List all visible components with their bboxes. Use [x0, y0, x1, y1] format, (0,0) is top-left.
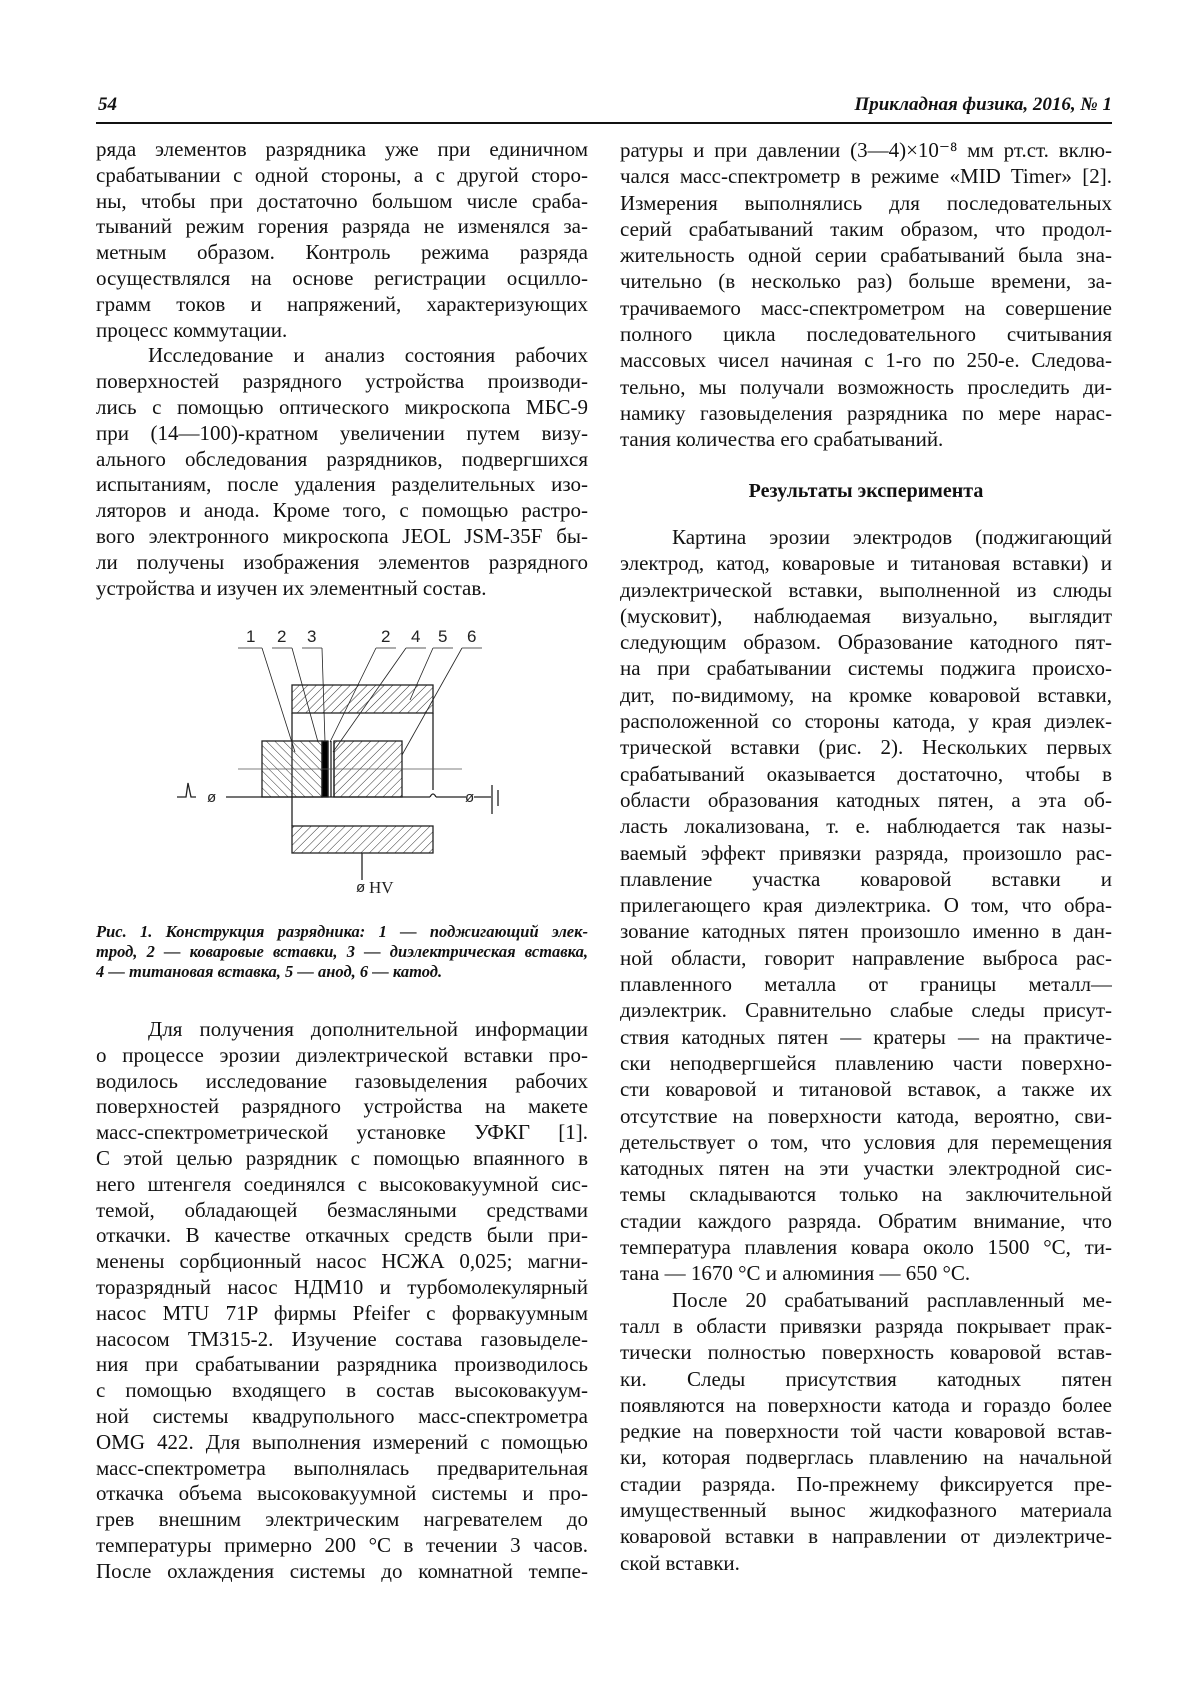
text-line: менены сорбционный насос НСЖА 0,025; магни-	[96, 1249, 588, 1274]
text-line: грамм токов и напряжений, характеризующих	[96, 291, 588, 316]
text-line: ласть локализована, т. е. наблюдается так назы-	[620, 814, 1112, 839]
text-line: ли получены изображения элементов разрядного	[96, 549, 588, 574]
figure-label: 2	[277, 627, 287, 646]
text-line: поверхностей разрядного устройства производи-	[96, 369, 588, 394]
text-line: чительно (в несколько раз) больше времени, за-	[620, 269, 1112, 294]
text-line: процесс коммутации.	[96, 317, 288, 342]
figure-1-discharger-diagram	[150, 615, 530, 905]
text-line: температуры примерно 200 °С в течении 3 часов.	[96, 1532, 588, 1557]
text-line: лись с помощью оптического микроскопа МБС-9	[96, 394, 588, 419]
text-line: тываний режим горения разряда не изменялся за-	[96, 214, 588, 239]
text-line: на при срабатывании системы поджига происхо-	[620, 656, 1112, 681]
header-rule	[96, 122, 1112, 124]
caption-line: 4 — титановая вставка, 5 — анод, 6 — катод.	[96, 962, 443, 981]
text-line: плавленного металла от границы металл—	[620, 972, 1112, 997]
figure-label: 1	[246, 627, 256, 646]
text-line: ской вставки.	[620, 1550, 740, 1575]
caption-line: Рис. 1. Конструкция разрядника: 1 — поджигающий элек-	[96, 922, 588, 941]
text-line: (мусковит), наблюдаемая визуально, выглядит	[620, 603, 1112, 628]
text-line: ряда элементов разрядника уже при единичном	[96, 137, 588, 161]
text-line: масс-спектрометра выполнялась предварительная	[96, 1455, 588, 1480]
text-line: зование катодных пятен произошло именно в дан-	[620, 919, 1112, 944]
text-line: тания количества его срабатываний.	[620, 427, 944, 452]
text-line: чался масс-спектрометр в режиме «MID Timer» [2].	[620, 164, 1112, 189]
text-line: катодных пятен на эти участки электродной сис-	[620, 1156, 1112, 1181]
text-line: ски неподвергшейся плавлению части поверхно-	[620, 1050, 1112, 1075]
text-line: стадии каждого разряда. Обратим внимание, что	[620, 1208, 1112, 1233]
text-line: После 20 срабатываний расплавленный ме-	[672, 1287, 1112, 1312]
text-line: метным образом. Контроль режима разряда	[96, 240, 588, 265]
text-line: насос MTU 71P фирмы Pfeifer с форвакуумным	[96, 1300, 588, 1325]
text-line: детельствует о том, что условия для перемещения	[620, 1129, 1112, 1154]
page-number: 54	[98, 94, 117, 115]
text-line: трачиваемого масс-спектрометром на совершение	[620, 295, 1112, 320]
text-line: поверхностей разрядного устройства на макете	[96, 1094, 588, 1119]
text-line: С этой целью разрядник с помощью впаянного в	[96, 1145, 588, 1170]
text-line: темы складываются только на заключительной	[620, 1182, 1112, 1207]
right-column-bottom	[620, 524, 1112, 1576]
figure-label: 4	[411, 627, 421, 646]
text-line: редкие на поверхности той части коваровой встав-	[620, 1419, 1112, 1444]
terminal-symbol: ø	[207, 789, 217, 806]
text-line: сти коваровой и титановой вставок, а также их	[620, 1077, 1112, 1102]
figure-caption	[96, 922, 588, 982]
text-line: OMG 422. Для выполнения измерений с помощью	[96, 1429, 588, 1454]
text-line: тельно, мы получали возможность проследить ди-	[620, 374, 1112, 399]
text-line: с помощью входящего в состав высоковакуум-	[96, 1378, 588, 1403]
text-line: стадии разряда. По-прежнему фиксируется пре-	[620, 1471, 1112, 1496]
text-line: ляторов и анода. Кроме того, с помощью растро-	[96, 498, 588, 523]
text-line: ния при срабатывании разрядника производилось	[96, 1352, 588, 1377]
text-line: дит, по-видимому, на кромке коваровой вставки,	[620, 682, 1112, 707]
text-line: ки. Следы присутствия катодных пятен	[620, 1366, 1112, 1391]
text-line: Картина эрозии электродов (поджигающий	[672, 525, 1112, 549]
text-line: электрод, катод, коваровые и титановая вставки) и	[620, 551, 1112, 576]
text-line: ной системы квадрупольного масс-спектрометра	[96, 1403, 588, 1428]
text-line: полного цикла последовательного считывания	[620, 322, 1112, 347]
text-line: температура плавления ковара около 1500 °С, ти-	[620, 1235, 1112, 1260]
text-line: осуществлялся на основе регистрации осцилло-	[96, 265, 588, 290]
text-line: ной области, говорит направление выброса рас-	[620, 945, 1112, 970]
text-line: трической вставки (рис. 2). Нескольких первых	[620, 735, 1112, 760]
text-line: После охлаждения системы до комнатной темпе-	[96, 1558, 588, 1583]
left-column-top	[96, 137, 588, 601]
text-line: коваровой вставки в направлении от диэлектриче-	[620, 1524, 1112, 1549]
text-line: о процессе эрозии диэлектрической вставки про-	[96, 1042, 588, 1067]
text-line: плавление участка коваровой вставки и	[620, 866, 1112, 891]
text-line: отсутствие на поверхности катода, вероятно, сви-	[620, 1103, 1112, 1128]
text-line: тически полностью поверхность коваровой встав-	[620, 1340, 1112, 1365]
figure-label: 3	[307, 627, 317, 646]
text-line: Исследование и анализ состояния рабочих	[148, 343, 588, 368]
text-line: ны, чтобы при достаточно большом числе сраба-	[96, 188, 588, 213]
figure-label: 5	[438, 627, 448, 646]
text-line: ального обследования разрядников, подвергшихся	[96, 446, 588, 471]
section-heading: Результаты эксперимента	[748, 480, 984, 502]
right-column-top	[620, 137, 1112, 453]
text-line: прилегающего края диэлектрика. О том, что обра-	[620, 893, 1112, 918]
text-line: откачки. В качестве откачных средств были при-	[96, 1223, 588, 1248]
text-line: откачка объема высоковакуумной системы и про-	[96, 1481, 588, 1506]
text-line: области образования катодных пятен, а эта об-	[620, 787, 1112, 812]
text-line: вого электронного микроскопа JEOL JSM-35F бы-	[96, 523, 588, 548]
text-line: ствия катодных пятен — кратеры — на практиче-	[620, 1024, 1112, 1049]
text-line: срабатывании с одной стороны, а с другой сторо-	[96, 162, 588, 187]
text-line: намику газовыделения разрядника по мере нарас-	[620, 400, 1112, 425]
text-line: при (14—100)-кратном увеличении путем визу-	[96, 420, 588, 445]
text-line: срабатываний оказывается достаточно, чтобы в	[620, 761, 1112, 786]
anode-bottom	[292, 826, 433, 853]
text-line: насосом ТМЗ15-2. Изучение состава газовыделе-	[96, 1326, 588, 1351]
anode-top	[292, 685, 433, 713]
text-line: массовых чисел начиная с 1-го по 250-е. Следова-	[620, 348, 1112, 373]
left-column-bottom	[96, 1017, 588, 1585]
text-line: ки, которая подверглась плавлению на начальной	[620, 1445, 1112, 1470]
text-line: водилось исследование газовыделения рабочих	[96, 1068, 588, 1093]
text-line: ратуры и при давлении (3—4)×10⁻⁸ мм рт.ст. вклю-	[620, 138, 1112, 162]
text-line: торазрядный насос НДМ10 и турбомолекулярный	[96, 1274, 588, 1299]
text-line: темой, обладающей безмасляными средствами	[96, 1197, 588, 1222]
text-line: расположенной со стороны катода, у края диэлек-	[620, 709, 1112, 734]
text-line: него штенгеля соединялся с высоковакуумной сис-	[96, 1171, 588, 1196]
text-line: диэлектрической вставки, выполненной из слюды	[620, 577, 1112, 602]
text-line: тана — 1670 °С и алюминия — 650 °С.	[620, 1261, 971, 1286]
terminal-symbol: ø	[356, 879, 366, 896]
text-line: устройства и изучен их элементный состав.	[96, 575, 487, 600]
text-line: жительность одной серии срабатываний была зна-	[620, 243, 1112, 268]
journal-title: Прикладная физика, 2016, № 1	[854, 94, 1112, 115]
text-line: имущественный вынос жидкофазного материала	[620, 1497, 1112, 1522]
terminal-symbol: ø	[465, 789, 475, 806]
text-line: ваемый эффект привязки разряда, произошло рас-	[620, 840, 1112, 865]
text-line: талл в области привязки разряда покрывает прак-	[620, 1313, 1112, 1338]
figure-label: 6	[467, 627, 477, 646]
text-line: следующим образом. Образование катодного пят-	[620, 630, 1112, 655]
text-line: испытаниям, после удаления разделительных изо-	[96, 472, 588, 497]
hv-label: HV	[369, 878, 394, 897]
text-line: грев внешним электрическим нагревателем до	[96, 1507, 588, 1532]
figure-label: 2	[381, 627, 391, 646]
text-line: серий срабатываний таким образом, что продол-	[620, 216, 1112, 241]
text-line: Для получения дополнительной информации	[148, 1017, 588, 1041]
text-line: масс-спектрометрической установке УФКГ [1].	[96, 1120, 588, 1145]
text-line: Измерения выполнялись для последовательных	[620, 190, 1112, 215]
text-line: диэлектрик. Сравнительно слабые следы присут-	[620, 998, 1112, 1023]
caption-line: трод, 2 — коваровые вставки, 3 — диэлектрическая вставка,	[96, 942, 588, 961]
text-line: появляются на поверхности катода и гораздо более	[620, 1392, 1112, 1417]
